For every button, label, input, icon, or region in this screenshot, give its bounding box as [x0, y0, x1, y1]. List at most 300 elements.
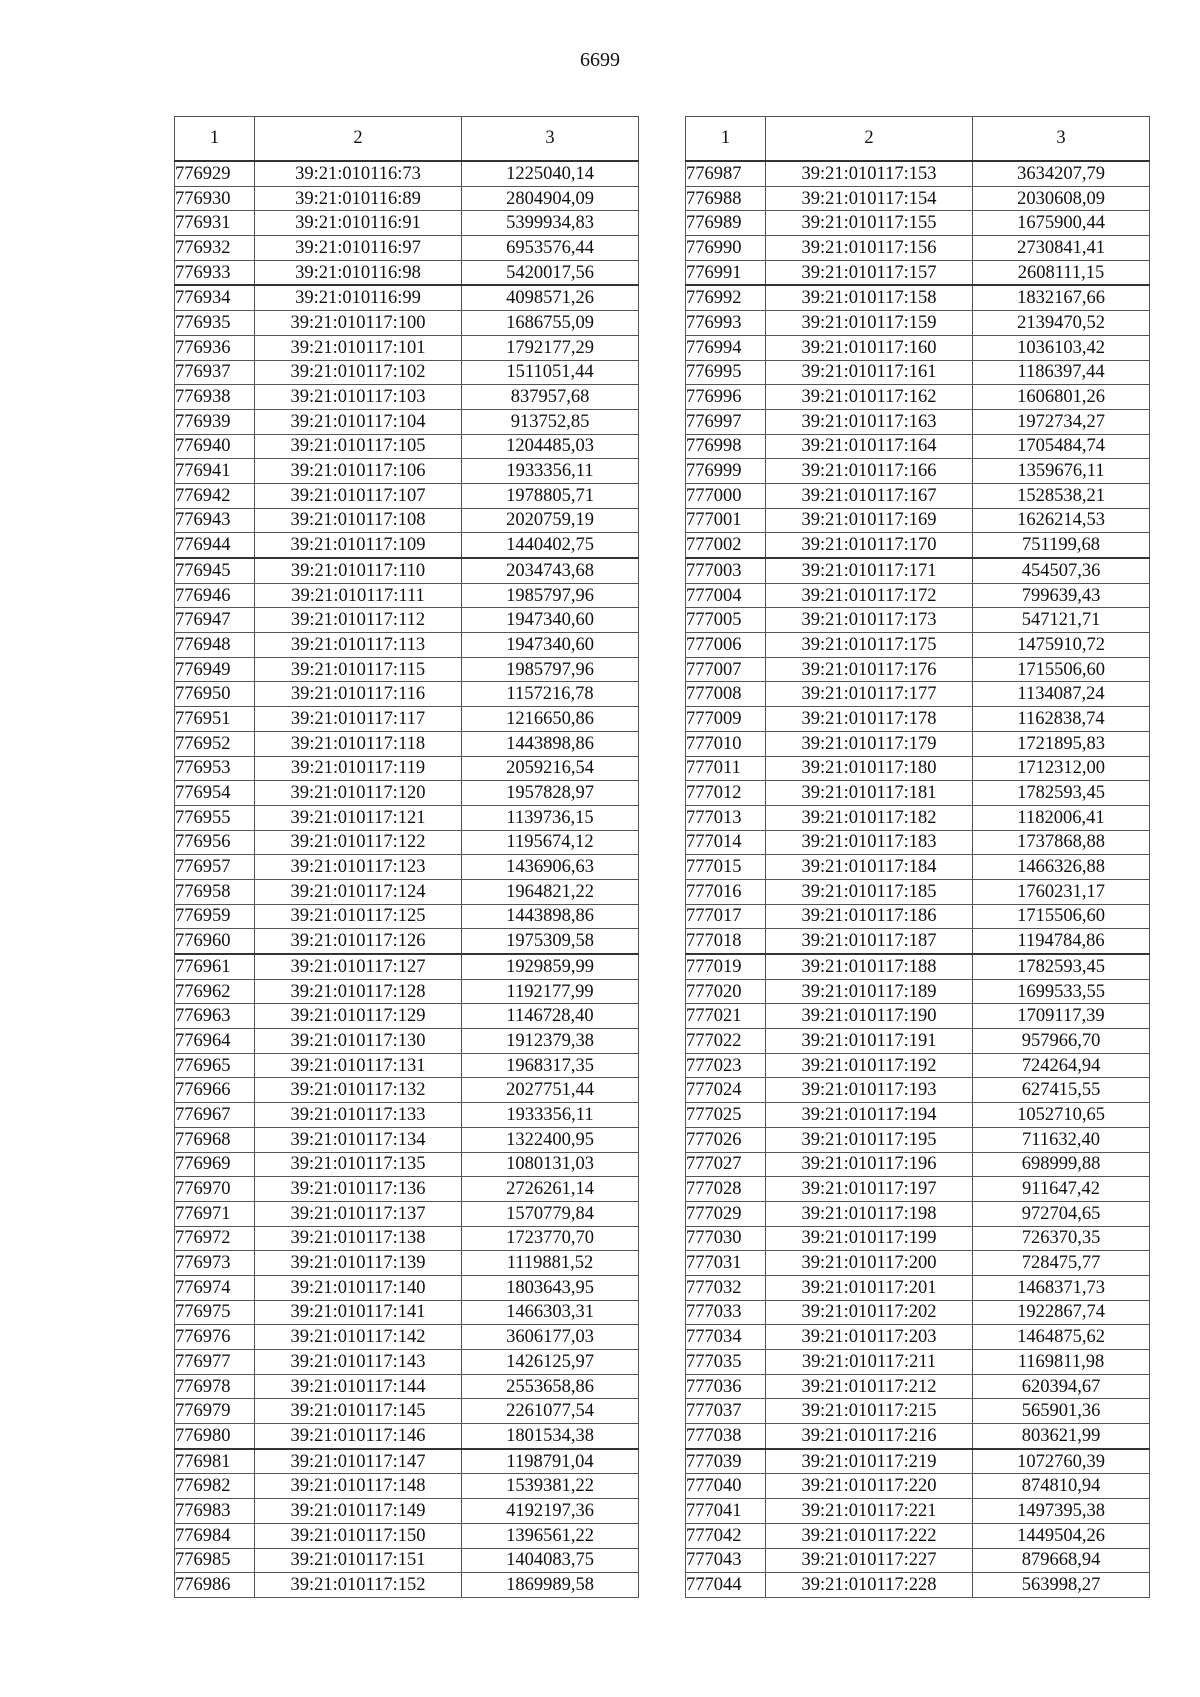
row-number-cell: 777035 [686, 1350, 766, 1375]
cadastral-number-cell: 39:21:010117:222 [766, 1523, 973, 1548]
cadastral-number-cell: 39:21:010117:144 [255, 1374, 462, 1399]
value-cell: 1443898,86 [462, 731, 639, 756]
value-cell: 563998,27 [973, 1573, 1150, 1598]
value-cell: 1396561,22 [462, 1523, 639, 1548]
table-row [686, 1275, 1150, 1300]
header-row [686, 117, 1150, 162]
row-number-cell: 776979 [175, 1399, 255, 1424]
row-number-cell: 777011 [686, 756, 766, 781]
value-cell: 1715506,60 [973, 904, 1150, 929]
table-row [175, 1152, 639, 1177]
cadastral-number-cell: 39:21:010117:109 [255, 533, 462, 558]
value-cell: 2730841,41 [973, 236, 1150, 261]
value-cell: 1626214,53 [973, 508, 1150, 533]
value-cell: 1985797,96 [462, 583, 639, 608]
row-number-cell: 776957 [175, 855, 255, 880]
row-number-cell: 777030 [686, 1226, 766, 1251]
table-row [175, 1078, 639, 1103]
cadastral-number-cell: 39:21:010117:202 [766, 1300, 973, 1325]
cadastral-number-cell: 39:21:010117:151 [255, 1548, 462, 1573]
cadastral-number-cell: 39:21:010117:153 [766, 161, 973, 186]
table-row [686, 1573, 1150, 1598]
table-row [175, 1103, 639, 1128]
table-row [686, 459, 1150, 484]
table-row [686, 533, 1150, 558]
cadastral-number-cell: 39:21:010117:171 [766, 558, 973, 583]
row-number-cell: 776972 [175, 1226, 255, 1251]
value-cell: 454507,36 [973, 558, 1150, 583]
cadastral-number-cell: 39:21:010117:100 [255, 311, 462, 336]
cadastral-number-cell: 39:21:010117:132 [255, 1078, 462, 1103]
table-row [175, 1449, 639, 1474]
table-row [175, 954, 639, 979]
table-row [686, 558, 1150, 583]
cadastral-number-cell: 39:21:010116:73 [255, 161, 462, 186]
cadastral-number-cell: 39:21:010117:188 [766, 954, 973, 979]
value-cell: 1922867,74 [973, 1300, 1150, 1325]
row-number-cell: 776982 [175, 1474, 255, 1499]
row-number-cell: 776950 [175, 682, 255, 707]
table-row [175, 1399, 639, 1424]
value-cell: 1204485,03 [462, 434, 639, 459]
cadastral-number-cell: 39:21:010117:139 [255, 1251, 462, 1276]
cadastral-number-cell: 39:21:010117:221 [766, 1499, 973, 1524]
row-number-cell: 776965 [175, 1053, 255, 1078]
row-number-cell: 777024 [686, 1078, 766, 1103]
table-row [686, 1523, 1150, 1548]
row-number-cell: 777017 [686, 904, 766, 929]
value-cell: 1721895,83 [973, 731, 1150, 756]
value-cell: 1737868,88 [973, 830, 1150, 855]
cadastral-number-cell: 39:21:010117:189 [766, 979, 973, 1004]
value-cell: 1169811,98 [973, 1350, 1150, 1375]
value-cell: 3634207,79 [973, 161, 1150, 186]
cadastral-number-cell: 39:21:010117:123 [255, 855, 462, 880]
value-cell: 1968317,35 [462, 1053, 639, 1078]
row-number-cell: 776984 [175, 1523, 255, 1548]
cadastral-number-cell: 39:21:010117:148 [255, 1474, 462, 1499]
row-number-cell: 777031 [686, 1251, 766, 1276]
table-row [175, 409, 639, 434]
table-row [686, 1300, 1150, 1325]
table-row [686, 929, 1150, 954]
table-row [175, 1127, 639, 1152]
table-row [175, 1573, 639, 1598]
cadastral-number-cell: 39:21:010117:124 [255, 879, 462, 904]
table-row [686, 1325, 1150, 1350]
row-number-cell: 777025 [686, 1103, 766, 1128]
value-cell: 1146728,40 [462, 1004, 639, 1029]
row-number-cell: 777012 [686, 781, 766, 806]
table-row [175, 979, 639, 1004]
row-number-cell: 777019 [686, 954, 766, 979]
row-number-cell: 776938 [175, 385, 255, 410]
table-row [175, 756, 639, 781]
value-cell: 1957828,97 [462, 781, 639, 806]
table-row [686, 1078, 1150, 1103]
column-header-value: 3 [462, 117, 639, 162]
cadastral-number-cell: 39:21:010117:183 [766, 830, 973, 855]
value-cell: 799639,43 [973, 583, 1150, 608]
table-row [175, 1325, 639, 1350]
row-number-cell: 776951 [175, 707, 255, 732]
cadastral-number-cell: 39:21:010117:105 [255, 434, 462, 459]
row-number-cell: 777018 [686, 929, 766, 954]
table-row [175, 360, 639, 385]
row-number-cell: 777001 [686, 508, 766, 533]
cadastral-number-cell: 39:21:010117:215 [766, 1399, 973, 1424]
value-cell: 1225040,14 [462, 161, 639, 186]
row-number-cell: 777009 [686, 707, 766, 732]
table-row [686, 954, 1150, 979]
table-row [686, 1177, 1150, 1202]
table-row [686, 707, 1150, 732]
value-cell: 1792177,29 [462, 335, 639, 360]
cadastral-number-cell: 39:21:010117:113 [255, 633, 462, 658]
table-row [175, 483, 639, 508]
value-cell: 1947340,60 [462, 633, 639, 658]
row-number-cell: 777041 [686, 1499, 766, 1524]
table-row [175, 385, 639, 410]
row-number-cell: 776945 [175, 558, 255, 583]
table-row [686, 1548, 1150, 1573]
row-number-cell: 777020 [686, 979, 766, 1004]
value-cell: 1760231,17 [973, 879, 1150, 904]
row-number-cell: 776991 [686, 260, 766, 285]
row-number-cell: 777032 [686, 1275, 766, 1300]
cadastral-number-cell: 39:21:010117:216 [766, 1424, 973, 1449]
cadastral-number-cell: 39:21:010117:150 [255, 1523, 462, 1548]
table-row [175, 904, 639, 929]
table-row [175, 211, 639, 236]
row-number-cell: 776975 [175, 1300, 255, 1325]
value-cell: 1139736,15 [462, 805, 639, 830]
row-number-cell: 776998 [686, 434, 766, 459]
column-header-cadastral: 2 [766, 117, 973, 162]
cadastral-number-cell: 39:21:010117:152 [255, 1573, 462, 1598]
row-number-cell: 776946 [175, 583, 255, 608]
cadastral-number-cell: 39:21:010117:182 [766, 805, 973, 830]
value-cell: 1699533,55 [973, 979, 1150, 1004]
row-number-cell: 776932 [175, 236, 255, 261]
cadastral-number-cell: 39:21:010117:126 [255, 929, 462, 954]
row-number-cell: 776999 [686, 459, 766, 484]
table-row [686, 236, 1150, 261]
row-number-cell: 776966 [175, 1078, 255, 1103]
row-number-cell: 776956 [175, 830, 255, 855]
value-cell: 1782593,45 [973, 781, 1150, 806]
table-row [686, 879, 1150, 904]
cadastral-number-cell: 39:21:010117:156 [766, 236, 973, 261]
table-row [686, 335, 1150, 360]
cadastral-number-cell: 39:21:010117:159 [766, 311, 973, 336]
table-row [175, 1474, 639, 1499]
value-cell: 1404083,75 [462, 1548, 639, 1573]
row-number-cell: 776968 [175, 1127, 255, 1152]
table-row [175, 459, 639, 484]
column-header-number: 1 [175, 117, 255, 162]
value-cell: 1322400,95 [462, 1127, 639, 1152]
cadastral-number-cell: 39:21:010117:122 [255, 830, 462, 855]
cadastral-number-cell: 39:21:010117:106 [255, 459, 462, 484]
cadastral-number-cell: 39:21:010117:220 [766, 1474, 973, 1499]
value-cell: 1080131,03 [462, 1152, 639, 1177]
cadastral-number-cell: 39:21:010117:120 [255, 781, 462, 806]
cadastral-number-cell: 39:21:010117:178 [766, 707, 973, 732]
cadastral-number-cell: 39:21:010117:138 [255, 1226, 462, 1251]
value-cell: 1192177,99 [462, 979, 639, 1004]
value-cell: 547121,71 [973, 608, 1150, 633]
value-cell: 1709117,39 [973, 1004, 1150, 1029]
table-row [175, 1029, 639, 1054]
row-number-cell: 776971 [175, 1201, 255, 1226]
table-row [686, 483, 1150, 508]
value-cell: 2804904,09 [462, 186, 639, 211]
row-number-cell: 777008 [686, 682, 766, 707]
cadastral-number-cell: 39:21:010117:155 [766, 211, 973, 236]
value-cell: 5420017,56 [462, 260, 639, 285]
row-number-cell: 777027 [686, 1152, 766, 1177]
cadastral-number-cell: 39:21:010117:170 [766, 533, 973, 558]
table-row [175, 236, 639, 261]
cadastral-number-cell: 39:21:010117:195 [766, 1127, 973, 1152]
table-row [686, 161, 1150, 186]
row-number-cell: 777004 [686, 583, 766, 608]
value-cell: 1528538,21 [973, 483, 1150, 508]
cadastral-number-cell: 39:21:010117:172 [766, 583, 973, 608]
table-row [175, 1275, 639, 1300]
cadastral-number-cell: 39:21:010117:186 [766, 904, 973, 929]
table-row [686, 1004, 1150, 1029]
value-cell: 2034743,68 [462, 558, 639, 583]
cadastral-number-cell: 39:21:010117:191 [766, 1029, 973, 1054]
value-cell: 2030608,09 [973, 186, 1150, 211]
row-number-cell: 777036 [686, 1374, 766, 1399]
table-row [175, 929, 639, 954]
row-number-cell: 776987 [686, 161, 766, 186]
table-row [686, 657, 1150, 682]
cadastral-number-cell: 39:21:010117:158 [766, 285, 973, 310]
cadastral-number-cell: 39:21:010117:196 [766, 1152, 973, 1177]
value-cell: 913752,85 [462, 409, 639, 434]
row-number-cell: 777044 [686, 1573, 766, 1598]
value-cell: 1466326,88 [973, 855, 1150, 880]
cadastral-number-cell: 39:21:010117:177 [766, 682, 973, 707]
page-number: 6699 [580, 49, 620, 71]
value-cell: 724264,94 [973, 1053, 1150, 1078]
table-row [686, 508, 1150, 533]
table-row [686, 434, 1150, 459]
cadastral-number-cell: 39:21:010117:163 [766, 409, 973, 434]
cadastral-number-cell: 39:21:010116:99 [255, 285, 462, 310]
row-number-cell: 777002 [686, 533, 766, 558]
value-cell: 4098571,26 [462, 285, 639, 310]
column-header-number: 1 [686, 117, 766, 162]
table-row [175, 1523, 639, 1548]
table-body-right [686, 161, 1150, 1597]
value-cell: 2059216,54 [462, 756, 639, 781]
value-cell: 1723770,70 [462, 1226, 639, 1251]
row-number-cell: 777042 [686, 1523, 766, 1548]
row-number-cell: 776996 [686, 385, 766, 410]
cadastral-number-cell: 39:21:010117:211 [766, 1350, 973, 1375]
row-number-cell: 777000 [686, 483, 766, 508]
value-cell: 1801534,38 [462, 1424, 639, 1449]
table-row [175, 707, 639, 732]
row-number-cell: 776993 [686, 311, 766, 336]
value-cell: 751199,68 [973, 533, 1150, 558]
cadastral-number-cell: 39:21:010117:212 [766, 1374, 973, 1399]
cadastral-number-cell: 39:21:010117:129 [255, 1004, 462, 1029]
table-row [175, 1300, 639, 1325]
row-number-cell: 776974 [175, 1275, 255, 1300]
cadastral-number-cell: 39:21:010117:228 [766, 1573, 973, 1598]
value-cell: 803621,99 [973, 1424, 1150, 1449]
row-number-cell: 776933 [175, 260, 255, 285]
value-cell: 1072760,39 [973, 1449, 1150, 1474]
value-cell: 1426125,97 [462, 1350, 639, 1375]
cadastral-number-cell: 39:21:010117:227 [766, 1548, 973, 1573]
cadastral-number-cell: 39:21:010117:167 [766, 483, 973, 508]
value-cell: 1157216,78 [462, 682, 639, 707]
value-cell: 1464875,62 [973, 1325, 1150, 1350]
row-number-cell: 776954 [175, 781, 255, 806]
value-cell: 2726261,14 [462, 1177, 639, 1202]
table-row [686, 311, 1150, 336]
value-cell: 1511051,44 [462, 360, 639, 385]
value-cell: 1468371,73 [973, 1275, 1150, 1300]
value-cell: 698999,88 [973, 1152, 1150, 1177]
cadastral-number-cell: 39:21:010117:140 [255, 1275, 462, 1300]
row-number-cell: 776936 [175, 335, 255, 360]
row-number-cell: 777021 [686, 1004, 766, 1029]
value-cell: 1359676,11 [973, 459, 1150, 484]
cadastral-number-cell: 39:21:010117:203 [766, 1325, 973, 1350]
table-row [686, 1374, 1150, 1399]
cadastral-number-cell: 39:21:010117:125 [255, 904, 462, 929]
table-row [175, 285, 639, 310]
value-cell: 837957,68 [462, 385, 639, 410]
table-row [686, 1424, 1150, 1449]
row-number-cell: 776992 [686, 285, 766, 310]
value-cell: 1194784,86 [973, 929, 1150, 954]
table-row [175, 1177, 639, 1202]
value-cell: 1162838,74 [973, 707, 1150, 732]
cadastral-number-cell: 39:21:010117:141 [255, 1300, 462, 1325]
table-row [175, 558, 639, 583]
value-cell: 1216650,86 [462, 707, 639, 732]
cadastral-number-cell: 39:21:010117:146 [255, 1424, 462, 1449]
cadastral-number-cell: 39:21:010117:184 [766, 855, 973, 880]
row-number-cell: 776931 [175, 211, 255, 236]
table-row [175, 311, 639, 336]
value-cell: 1975309,58 [462, 929, 639, 954]
value-cell: 1929859,99 [462, 954, 639, 979]
row-number-cell: 776941 [175, 459, 255, 484]
value-cell: 1705484,74 [973, 434, 1150, 459]
cadastral-number-cell: 39:21:010117:161 [766, 360, 973, 385]
cadastral-number-cell: 39:21:010117:190 [766, 1004, 973, 1029]
column-header-cadastral: 2 [255, 117, 462, 162]
row-number-cell: 776963 [175, 1004, 255, 1029]
cadastral-number-cell: 39:21:010117:169 [766, 508, 973, 533]
row-number-cell: 777016 [686, 879, 766, 904]
value-cell: 1912379,38 [462, 1029, 639, 1054]
cadastral-number-cell: 39:21:010117:179 [766, 731, 973, 756]
table-body-left [175, 161, 639, 1597]
cadastral-number-cell: 39:21:010117:162 [766, 385, 973, 410]
table-row [686, 1449, 1150, 1474]
cadastral-number-cell: 39:21:010117:112 [255, 608, 462, 633]
cadastral-number-cell: 39:21:010117:149 [255, 1499, 462, 1524]
cadastral-number-cell: 39:21:010117:127 [255, 954, 462, 979]
cadastral-number-cell: 39:21:010117:185 [766, 879, 973, 904]
cadastral-number-cell: 39:21:010117:128 [255, 979, 462, 1004]
row-number-cell: 776970 [175, 1177, 255, 1202]
row-number-cell: 776959 [175, 904, 255, 929]
row-number-cell: 776948 [175, 633, 255, 658]
table-row [686, 1029, 1150, 1054]
table-row [686, 285, 1150, 310]
value-cell: 728475,77 [973, 1251, 1150, 1276]
cadastral-number-cell: 39:21:010117:194 [766, 1103, 973, 1128]
cadastral-number-cell: 39:21:010117:173 [766, 608, 973, 633]
row-number-cell: 776989 [686, 211, 766, 236]
cadastral-number-cell: 39:21:010117:116 [255, 682, 462, 707]
cadastral-number-cell: 39:21:010117:199 [766, 1226, 973, 1251]
row-number-cell: 776930 [175, 186, 255, 211]
value-cell: 2139470,52 [973, 311, 1150, 336]
value-cell: 1036103,42 [973, 335, 1150, 360]
table-row [175, 1499, 639, 1524]
row-number-cell: 777014 [686, 830, 766, 855]
value-cell: 1570779,84 [462, 1201, 639, 1226]
value-cell: 1182006,41 [973, 805, 1150, 830]
table-row [686, 385, 1150, 410]
table-row [686, 1251, 1150, 1276]
table-row [175, 1424, 639, 1449]
cadastral-number-cell: 39:21:010117:131 [255, 1053, 462, 1078]
row-number-cell: 776980 [175, 1424, 255, 1449]
value-cell: 879668,94 [973, 1548, 1150, 1573]
table-row [686, 731, 1150, 756]
table-row [175, 1548, 639, 1573]
table-row [686, 781, 1150, 806]
row-number-cell: 776949 [175, 657, 255, 682]
row-number-cell: 776935 [175, 311, 255, 336]
value-cell: 911647,42 [973, 1177, 1150, 1202]
row-number-cell: 776978 [175, 1374, 255, 1399]
cadastral-number-cell: 39:21:010117:142 [255, 1325, 462, 1350]
cadastral-number-cell: 39:21:010116:98 [255, 260, 462, 285]
table-row [175, 1374, 639, 1399]
value-cell: 1978805,71 [462, 483, 639, 508]
table-row [175, 657, 639, 682]
table-row [686, 1474, 1150, 1499]
cadastral-number-cell: 39:21:010117:115 [255, 657, 462, 682]
value-cell: 1443898,86 [462, 904, 639, 929]
cadastral-number-cell: 39:21:010117:145 [255, 1399, 462, 1424]
row-number-cell: 776976 [175, 1325, 255, 1350]
table-row [175, 1350, 639, 1375]
table-row [175, 682, 639, 707]
table-row [686, 756, 1150, 781]
value-cell: 1449504,26 [973, 1523, 1150, 1548]
table-row [686, 682, 1150, 707]
value-cell: 2608111,15 [973, 260, 1150, 285]
cadastral-number-cell: 39:21:010117:118 [255, 731, 462, 756]
row-number-cell: 777039 [686, 1449, 766, 1474]
